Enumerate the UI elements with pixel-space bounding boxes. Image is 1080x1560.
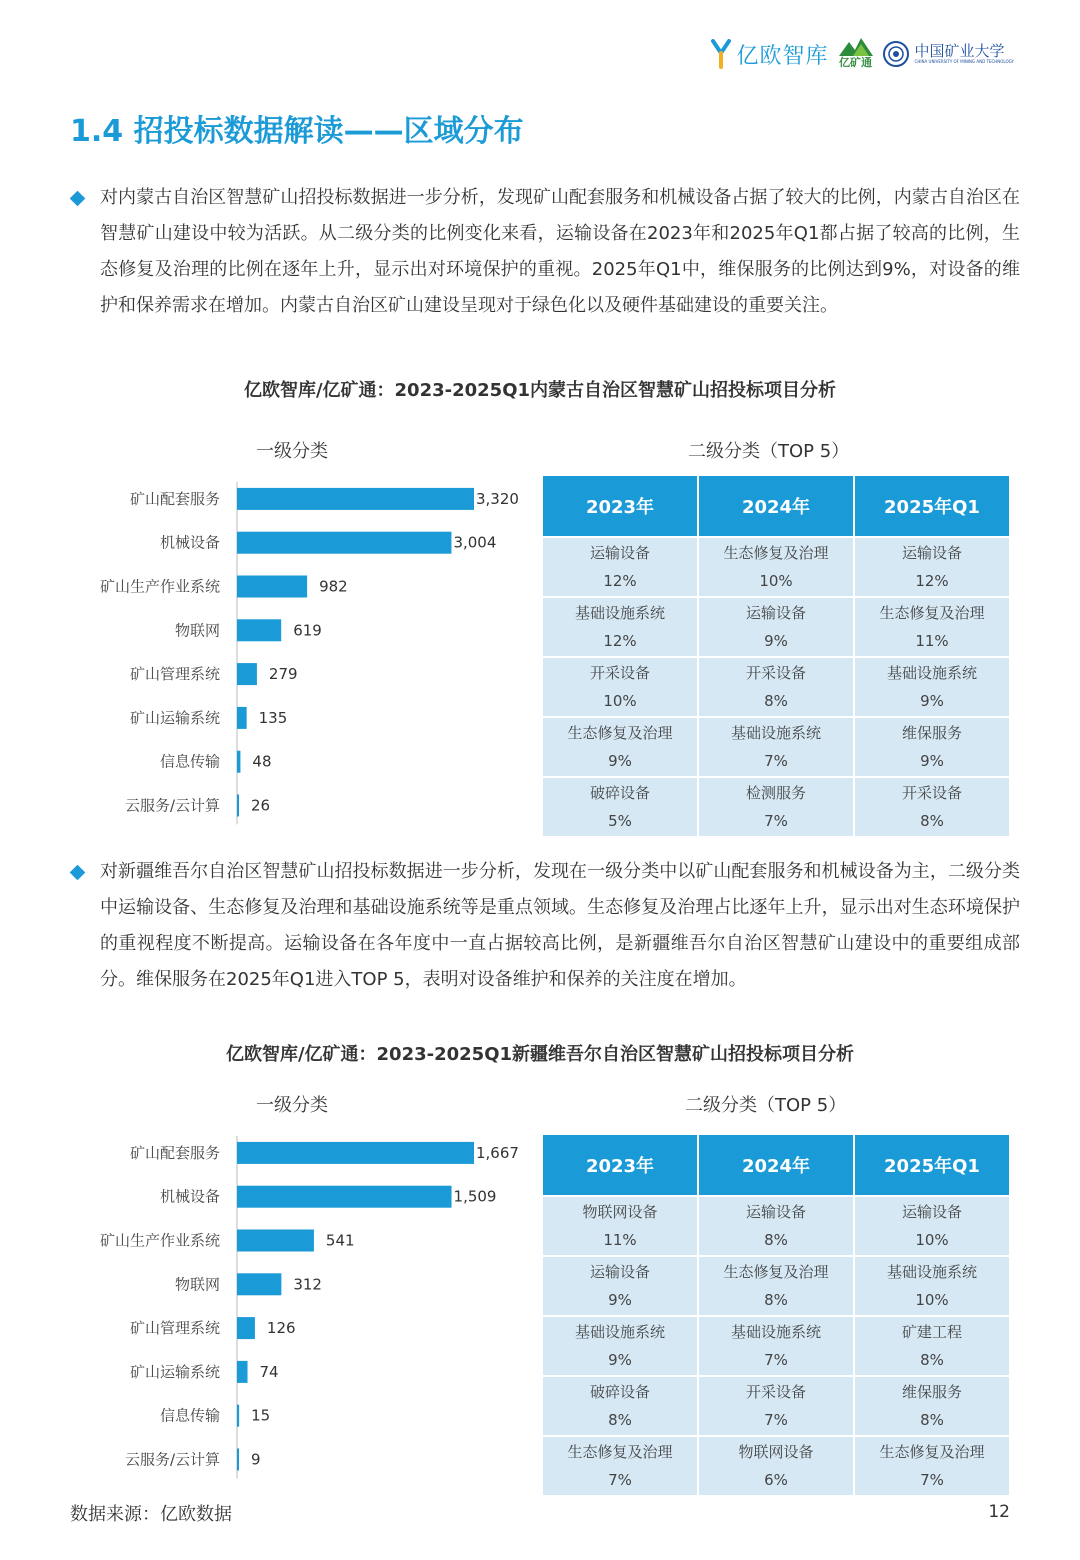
- column-header: 2023年: [543, 476, 697, 536]
- category-label: 信息传输: [159, 1406, 220, 1425]
- table-cell: [855, 1377, 1009, 1435]
- bar: [237, 663, 257, 685]
- value-label: 982: [319, 577, 348, 596]
- category-share: 8%: [764, 692, 788, 710]
- category-name: 基础设施系统: [730, 724, 821, 742]
- category-name: 运输设备: [745, 1203, 806, 1221]
- paragraph-1-text: 对内蒙古自治区智慧矿山招投标数据进一步分析，发现矿山配套服务和机械设备占据了较大的比例，内蒙古自治区在智慧矿山建设中较为活跃。从二级分类的比例变化来看，运输设备在2023年和2025年Q1都占据了较高的比例，生态修复及治理的比例在逐年上升，显示出对环境保护的重视。2025年Q1中，维保服务的比例达到9%，对设备的维护和保养需求在增加。内蒙古自治区矿山建设呈现对于绿色化以及硬件基础建设的重要关注。: [100, 187, 1020, 316]
- bar: [237, 751, 240, 773]
- category-label: 矿山管理系统: [129, 1319, 220, 1338]
- table-cell: [699, 718, 853, 776]
- table-row: [543, 598, 1009, 656]
- bar-chart-svg: [0, 478, 540, 828]
- table-row: [543, 1257, 1009, 1315]
- value-label: 26: [251, 796, 271, 815]
- category-share: 11%: [915, 632, 949, 650]
- paragraph-2-text: 对新疆维吾尔自治区智慧矿山招投标数据进一步分析，发现在一级分类中以矿山配套服务和机械设备为主，二级分类中运输设备、生态修复及治理和基础设施系统等是重点领域。生态修复及治理占比逐年上升，显示出对生态环境保护的重视程度不断提高。运输设备在各年度中一直占据较高比例，是新疆维吾尔自治区智慧矿山建设中的重要组成部分。维保服务在2025年Q1进入TOP 5，表明对设备维护和保养的关注度在增加。: [100, 861, 1020, 990]
- page-number: 12: [988, 1502, 1010, 1522]
- category-share: 7%: [764, 1411, 788, 1429]
- ykt-logo: [839, 38, 873, 70]
- bar: [237, 1230, 314, 1252]
- section-title: 1.4 招投标数据解读——区域分布: [70, 114, 524, 149]
- chart-2-subtitle: 一级分类: [256, 1095, 328, 1116]
- category-label: 矿山运输系统: [129, 708, 220, 727]
- table-cell: [543, 658, 697, 716]
- table-cell: [699, 598, 853, 656]
- category-label: 矿山管理系统: [129, 665, 220, 684]
- table-cell: [855, 1317, 1009, 1375]
- table-cell: [699, 1197, 853, 1255]
- table-cell: [543, 1197, 697, 1255]
- value-label: 3,320: [476, 489, 519, 508]
- category-name: 开采设备: [901, 784, 962, 802]
- category-name: 生态修复及治理: [723, 1263, 829, 1281]
- category-share: 10%: [915, 1231, 949, 1249]
- category-label: 矿山生产作业系统: [99, 1231, 220, 1250]
- category-name: 运输设备: [745, 604, 806, 622]
- table-cell: [543, 538, 697, 596]
- category-share: 8%: [764, 1291, 788, 1309]
- column-header: 2024年: [699, 476, 853, 536]
- category-share: 9%: [608, 1291, 632, 1309]
- column-header: 2025年Q1: [855, 476, 1009, 536]
- paragraph-2: [70, 854, 1020, 998]
- table-cell: [543, 1377, 697, 1435]
- category-name: 生态修复及治理: [879, 1443, 985, 1461]
- bar: [237, 488, 474, 510]
- bar: [237, 532, 451, 554]
- chart-1-subtitle: 一级分类: [256, 441, 328, 462]
- category-share: 12%: [915, 572, 949, 590]
- table-cell: [543, 778, 697, 836]
- table-cell: [699, 1437, 853, 1495]
- category-label: 云服务/云计算: [124, 796, 220, 815]
- category-name: 基础设施系统: [886, 664, 977, 682]
- category-name: 生态修复及治理: [879, 604, 985, 622]
- column-header: 2023年: [543, 1135, 697, 1195]
- value-label: 48: [252, 752, 272, 771]
- category-label: 机械设备: [159, 1187, 220, 1206]
- category-name: 物联网设备: [738, 1443, 814, 1461]
- cumt-logo-en: CHINA UNIVERSITY OF MINING AND TECHNOLOGY: [914, 59, 1014, 64]
- value-label: 1,667: [476, 1143, 519, 1162]
- category-name: 维保服务: [901, 1383, 962, 1401]
- table-1-subtitle: 二级分类（TOP 5）: [688, 441, 850, 462]
- category-share: 10%: [915, 1291, 949, 1309]
- bar-chart-svg: [0, 1132, 540, 1482]
- category-share: 7%: [764, 752, 788, 770]
- table-cell: [855, 538, 1009, 596]
- category-name: 运输设备: [901, 544, 962, 562]
- category-name: 基础设施系统: [574, 604, 665, 622]
- category-name: 运输设备: [589, 544, 650, 562]
- category-name: 基础设施系统: [574, 1323, 665, 1341]
- value-label: 279: [268, 665, 298, 684]
- category-share: 7%: [764, 1351, 788, 1369]
- column-header: 2025年Q1: [855, 1135, 1009, 1195]
- top5-table-2: [541, 1135, 1011, 1495]
- category-name: 生态修复及治理: [567, 1443, 673, 1461]
- table-row: [543, 658, 1009, 716]
- category-name: 检测服务: [745, 784, 806, 802]
- category-share: 8%: [920, 1351, 944, 1369]
- table-cell: [543, 598, 697, 656]
- chart-1-title: 亿欧智库/亿矿通：2023-2025Q1内蒙古自治区智慧矿山招投标项目分析: [243, 380, 837, 401]
- category-name: 开采设备: [589, 664, 650, 682]
- header-logos: [711, 38, 1014, 70]
- category-label: 矿山运输系统: [129, 1362, 220, 1381]
- category-share: 9%: [764, 632, 788, 650]
- category-label: 矿山配套服务: [129, 489, 220, 508]
- top5-table-1: [541, 476, 1011, 836]
- yiou-logo: [711, 39, 829, 70]
- table-header-row: [543, 476, 1009, 536]
- cumt-logo-cn: 中国矿业大学: [914, 42, 1005, 60]
- table-row: [543, 538, 1009, 596]
- value-label: 74: [259, 1362, 279, 1381]
- table-header-row: [543, 1135, 1009, 1195]
- bar: [237, 576, 307, 598]
- bar: [237, 619, 281, 641]
- table-cell: [543, 718, 697, 776]
- value-label: 135: [258, 708, 288, 727]
- category-share: 9%: [920, 692, 944, 710]
- table-2-subtitle: 二级分类（TOP 5）: [685, 1095, 847, 1116]
- table-cell: [855, 1437, 1009, 1495]
- category-share: 6%: [764, 1471, 788, 1489]
- table-cell: [699, 658, 853, 716]
- category-share: 9%: [608, 1351, 632, 1369]
- category-share: 8%: [920, 1411, 944, 1429]
- category-name: 基础设施系统: [886, 1263, 977, 1281]
- category-label: 矿山生产作业系统: [99, 577, 220, 596]
- table-row: [543, 1437, 1009, 1495]
- bar: [237, 1449, 239, 1471]
- category-name: 运输设备: [901, 1203, 962, 1221]
- cumt-logo: [883, 41, 1014, 67]
- table-cell: [699, 1377, 853, 1435]
- bar: [237, 795, 239, 817]
- category-name: 破碎设备: [589, 1383, 650, 1401]
- category-share: 9%: [608, 752, 632, 770]
- paragraph-1: [70, 180, 1020, 324]
- value-label: 312: [293, 1275, 322, 1294]
- table-row: [543, 1377, 1009, 1435]
- category-label: 机械设备: [159, 533, 220, 552]
- category-name: 破碎设备: [589, 784, 650, 802]
- bar: [237, 707, 247, 729]
- category-share: 7%: [764, 812, 788, 830]
- table-cell: [699, 778, 853, 836]
- table-cell: [543, 1317, 697, 1375]
- table-cell: [543, 1257, 697, 1315]
- table-cell: [855, 1197, 1009, 1255]
- table-row: [543, 1317, 1009, 1375]
- table-cell: [855, 598, 1009, 656]
- table-cell: [855, 658, 1009, 716]
- bar: [237, 1273, 281, 1295]
- category-label: 物联网: [174, 621, 220, 640]
- value-label: 619: [293, 621, 322, 640]
- category-share: 8%: [608, 1411, 632, 1429]
- table-cell: [855, 1257, 1009, 1315]
- category-share: 12%: [603, 572, 637, 590]
- value-label: 9: [251, 1450, 261, 1469]
- category-share: 9%: [920, 752, 944, 770]
- category-share: 11%: [603, 1231, 637, 1249]
- category-share: 10%: [759, 572, 793, 590]
- category-share: 7%: [920, 1471, 944, 1489]
- value-label: 1,509: [453, 1187, 497, 1206]
- bar: [237, 1142, 474, 1164]
- category-name: 物联网设备: [582, 1203, 658, 1221]
- category-name: 运输设备: [589, 1263, 650, 1281]
- data-source: 数据来源：亿欧数据: [70, 1504, 232, 1525]
- table-cell: [699, 1257, 853, 1315]
- category-name: 生态修复及治理: [723, 544, 829, 562]
- value-label: 126: [266, 1319, 296, 1338]
- bar: [237, 1361, 248, 1383]
- category-share: 10%: [603, 692, 637, 710]
- bar-chart-2: [0, 1132, 540, 1492]
- category-name: 生态修复及治理: [567, 724, 673, 742]
- bar: [237, 1317, 255, 1339]
- value-label: 541: [325, 1231, 355, 1250]
- category-share: 12%: [603, 632, 637, 650]
- category-name: 开采设备: [745, 1383, 806, 1401]
- table-cell: [699, 538, 853, 596]
- category-name: 矿建工程: [901, 1323, 962, 1341]
- value-label: 3,004: [453, 533, 497, 552]
- table-row: [543, 778, 1009, 836]
- category-label: 信息传输: [159, 752, 220, 771]
- diamond-bullet-icon: [70, 191, 86, 207]
- category-label: 物联网: [174, 1275, 220, 1294]
- category-label: 矿山配套服务: [129, 1143, 220, 1162]
- category-share: 7%: [608, 1471, 632, 1489]
- category-name: 维保服务: [901, 724, 962, 742]
- category-share: 8%: [920, 812, 944, 830]
- category-name: 基础设施系统: [730, 1323, 821, 1341]
- university-seal-icon: [883, 41, 909, 67]
- table-cell: [855, 778, 1009, 836]
- category-name: 开采设备: [745, 664, 806, 682]
- table-cell: [855, 718, 1009, 776]
- value-label: 15: [251, 1406, 271, 1425]
- chart-2-title: 亿欧智库/亿矿通：2023-2025Q1新疆维吾尔自治区智慧矿山招投标项目分析: [225, 1044, 855, 1065]
- yiou-mark-icon: [711, 39, 731, 69]
- bar: [237, 1405, 239, 1427]
- table-cell: [699, 1317, 853, 1375]
- yiou-logo-text: 亿欧智库: [736, 43, 829, 69]
- category-share: 8%: [764, 1231, 788, 1249]
- column-header: 2024年: [699, 1135, 853, 1195]
- category-label: 云服务/云计算: [124, 1450, 220, 1469]
- table-row: [543, 1197, 1009, 1255]
- category-share: 5%: [608, 812, 632, 830]
- diamond-bullet-icon: [70, 865, 86, 881]
- bar: [237, 1186, 452, 1208]
- table-cell: [543, 1437, 697, 1495]
- ykt-logo-text: 亿矿通: [839, 56, 873, 69]
- table-row: [543, 718, 1009, 776]
- bar-chart-1: [0, 478, 540, 838]
